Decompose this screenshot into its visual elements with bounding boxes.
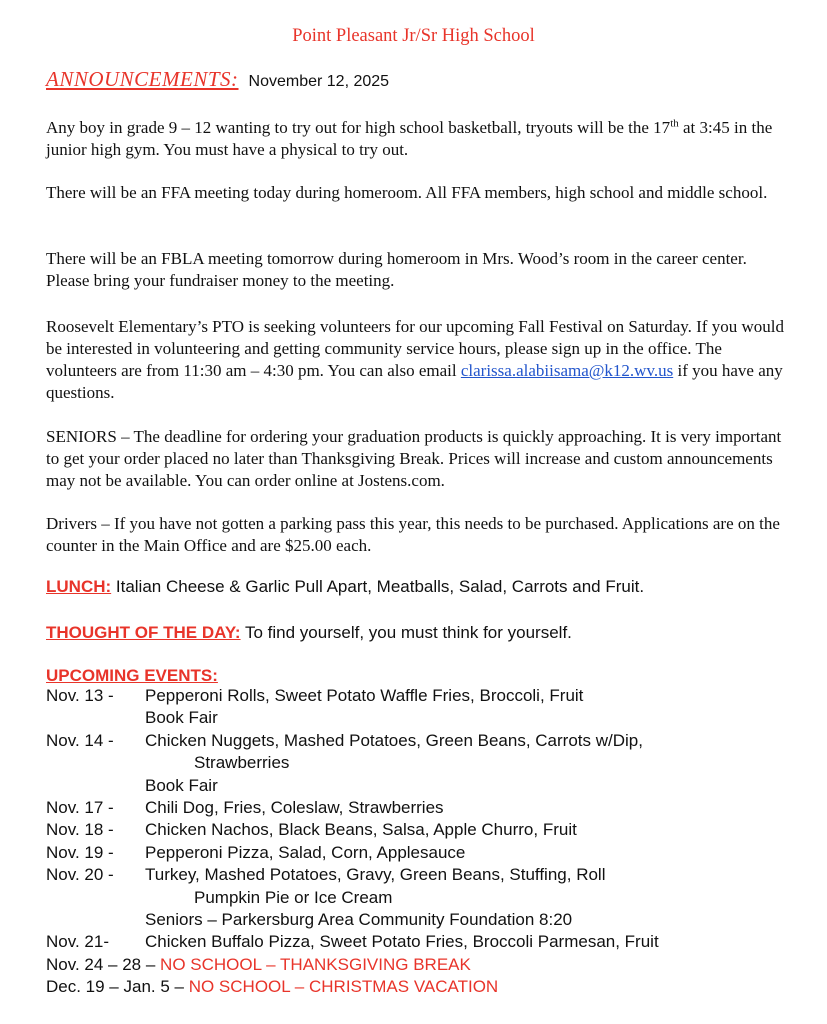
event-row: Nov. 17 - Chili Dog, Fries, Coleslaw, Strawberries <box>46 798 444 818</box>
event-sub: Book Fair <box>145 775 218 795</box>
event-row: Nov. 19 - Pepperoni Pizza, Salad, Corn, Applesauce <box>46 842 466 862</box>
event-row: Nov. 13 - Pepperoni Rolls, Sweet Potato Waffle Fries, Broccoli, Fruit <box>46 686 584 705</box>
event-sub: Book Fair <box>145 708 218 728</box>
announcements-title: ANNOUNCEMENTS: <box>46 67 239 91</box>
lunch-menu: Italian Cheese & Garlic Pull Apart, Meatballs, Salad, Carrots and Fruit. <box>111 577 645 596</box>
event-cont: Pumpkin Pie or Ice Cream <box>194 887 393 907</box>
email-link[interactable]: clarissa.alabiisama@k12.wv.us <box>460 361 674 380</box>
announcements-header <box>46 67 389 92</box>
event-cont: Strawberries <box>194 753 290 773</box>
event-row: Nov. 20 - Turkey, Mashed Potatoes, Gravy, Green Beans, Stuffing, Roll <box>46 865 606 885</box>
ffa-announcement: There will be an FFA meeting today during homeroom. All FFA members, high school and middle school. <box>46 183 768 202</box>
event-sub: Seniors – Parkersburg Area Community Foundation 8:20 <box>145 910 573 930</box>
thought-text: To find yourself, you must think for yourself. <box>240 623 572 642</box>
event-row-no-school: Dec. 19 – Jan. 5 – NO SCHOOL – CHRISTMAS VACATION <box>46 977 499 997</box>
thought-label: THOUGHT OF THE DAY: <box>46 623 241 642</box>
pto-announcement: Roosevelt Elementary’s PTO is seeking volunteers for our upcoming Fall Festival on Saturday. If you would be interested in volunteering and getting community service hours, please sign up in the office. The volunteers are from 11:30 am – 4:30 pm. You can also email clarissa.alabiisama@k12.wv.us if you have any questions. <box>46 317 784 402</box>
announcement-date: November 12, 2025 <box>248 73 390 90</box>
event-row: Nov. 14 - Chicken Nuggets, Mashed Potatoes, Green Beans, Carrots w/Dip, <box>46 730 643 750</box>
lunch-label: LUNCH: <box>46 577 112 596</box>
thought-line <box>46 623 572 643</box>
drivers-announcement: Drivers – If you have not gotten a parking pass this year, this needs to be purchased. Applications are on the counter in the Main Office and are $25.00 each. <box>46 514 780 555</box>
basketball-announcement: Any boy in grade 9 – 12 wanting to try out for high school basketball, tryouts will be the 17th at 3:45 in the junior high gym. You must have a physical to try out. <box>46 117 773 159</box>
fbla-announcement: There will be an FBLA meeting tomorrow during homeroom in Mrs. Wood’s room in the career center. Please bring your fundraiser money to the meeting. <box>46 249 747 290</box>
events-header <box>46 666 218 686</box>
events-label: UPCOMING EVENTS: <box>46 666 218 685</box>
school-name: Point Pleasant Jr/Sr High School <box>292 26 535 46</box>
event-row-no-school: Nov. 24 – 28 – NO SCHOOL – THANKSGIVING BREAK <box>46 954 471 974</box>
ordinal-superscript: th <box>670 117 679 130</box>
lunch-line <box>46 577 644 597</box>
event-row: Nov. 21- Chicken Buffalo Pizza, Sweet Potato Fries, Broccoli Parmesan, Fruit <box>46 932 659 952</box>
events-list <box>46 685 806 999</box>
seniors-announcement: SENIORS – The deadline for ordering your graduation products is quickly approaching. It is very important to get your order placed no later than Thanksgiving Break. Prices will increase and custom announcements may not be available. You can order online at Jostens.com. <box>46 427 782 490</box>
event-row: Nov. 18 - Chicken Nachos, Black Beans, Salsa, Apple Churro, Fruit <box>46 820 577 840</box>
